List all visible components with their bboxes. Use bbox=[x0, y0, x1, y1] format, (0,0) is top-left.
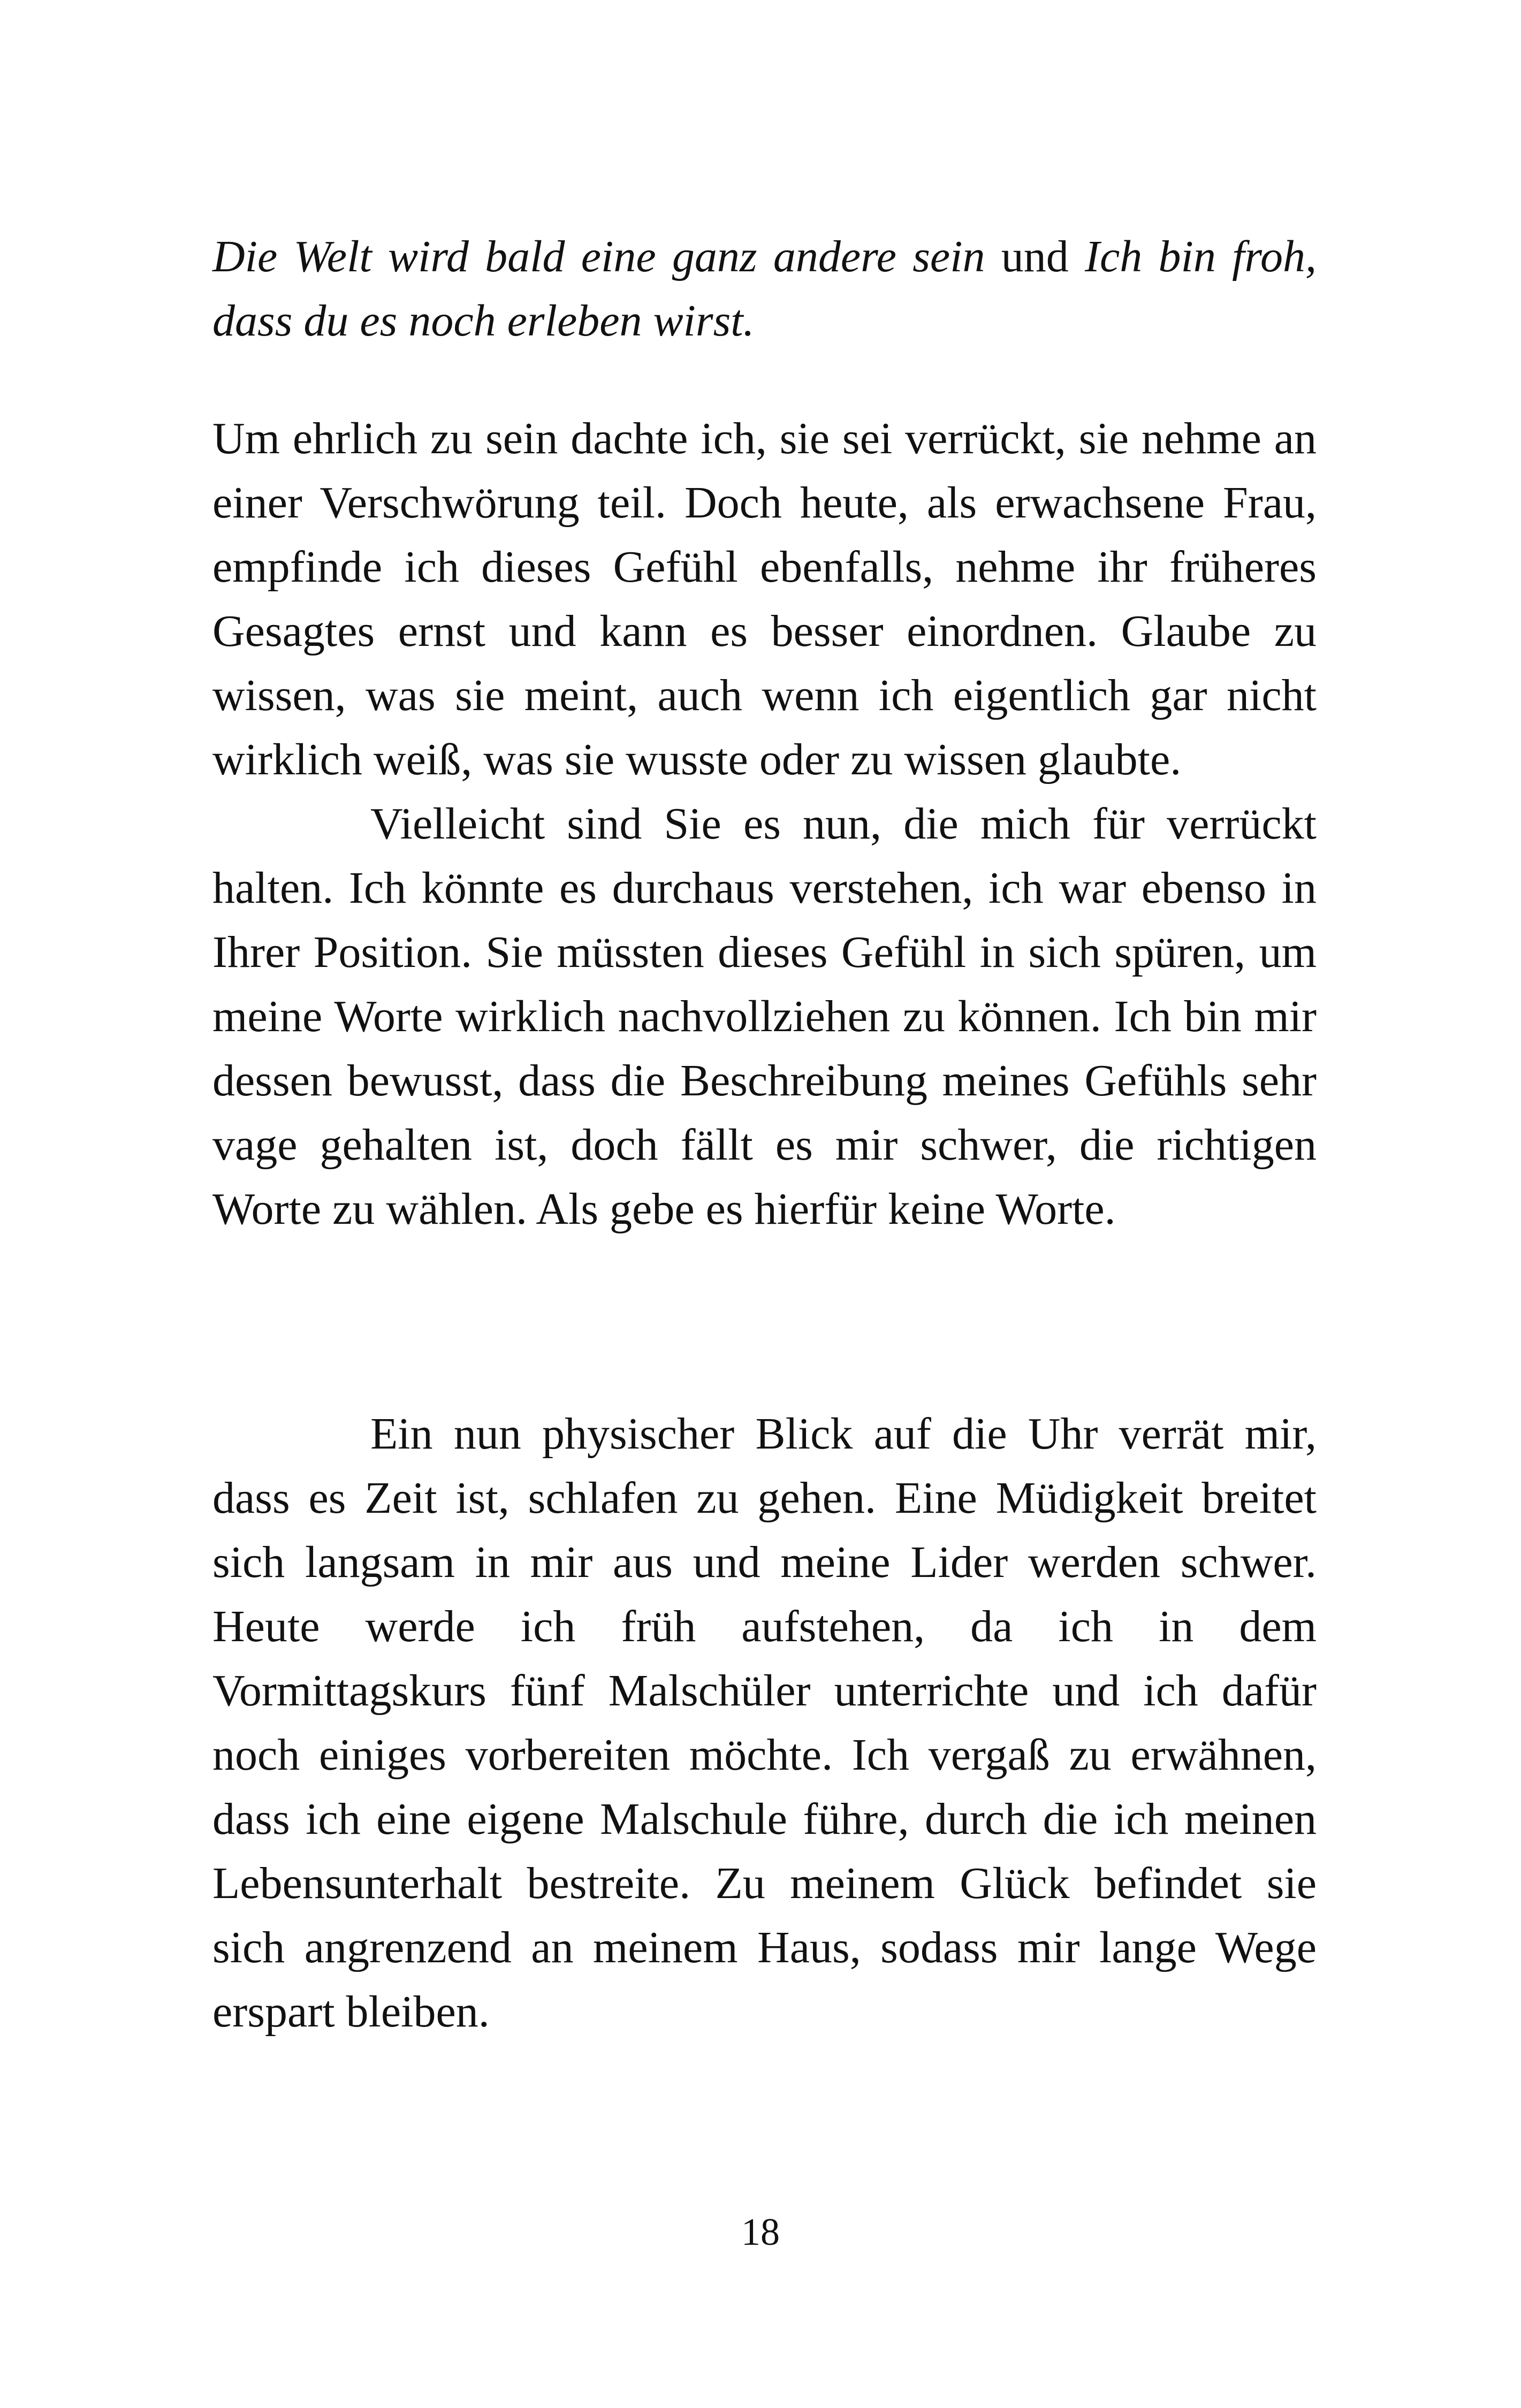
paragraph-3: Ein nun physischer Blick auf die Uhr verrät mir, dass es Zeit ist, schlafen zu gehen. Eine Müdigkeit breitet sich langsam in mir aus und meine Lider werden schwer. Heute werde ich früh aufstehen, da ich in dem Vormittagskurs fünf Malschüler unterrichte und ich dafür noch einiges vorbereiten möchte. Ich vergaß zu erwähnen, dass ich eine eigene Malschule führe, durch die ich meinen Lebensunterhalt bestreite. Zu meinem Glück befindet sie sich angrenzend an meinem Haus, sodass mir lange Wege erspart bleiben. bbox=[212, 1409, 1317, 2037]
page-number: 18 bbox=[741, 2211, 780, 2253]
paragraph-1: Um ehrlich zu sein dachte ich, sie sei verrückt, sie nehme an einer Verschwörung teil. Doch heute, als erwachsene Frau, empfinde ich dieses Gefühl ebenfalls, nehme ihr früheres Gesagtes ernst und kann es besser einordnen. Glaube zu wissen, was sie meint, auch wenn ich eigentlich gar nicht wirklich weiß, was sie wusste oder zu wissen glaubte. bbox=[212, 414, 1317, 784]
body-section-2 bbox=[212, 1402, 1317, 2044]
italic-phrase-1: Die Welt wird bald eine ganz andere sein bbox=[212, 232, 985, 281]
body-section-1 bbox=[212, 407, 1317, 1241]
italic-phrase-2: Ich bin froh, dass du es noch erleben wirst. bbox=[212, 232, 1317, 346]
paragraph-2: Vielleicht sind Sie es nun, die mich für verrückt halten. Ich könnte es durchaus verstehen, ich war ebenso in Ihrer Position. Sie müssten dieses Gefühl in sich spüren, um meine Worte wirklich nachvollziehen zu können. Ich bin mir dessen bewusst, dass die Beschreibung meines Gefühls sehr vage gehalten ist, doch fällt es mir schwer, die richtigen Worte zu wählen. Als gebe es hierfür keine Worte. bbox=[212, 799, 1317, 1234]
intro-connector: und bbox=[985, 232, 1085, 281]
intro-text bbox=[212, 225, 1317, 353]
intro-paragraph bbox=[212, 225, 1317, 353]
